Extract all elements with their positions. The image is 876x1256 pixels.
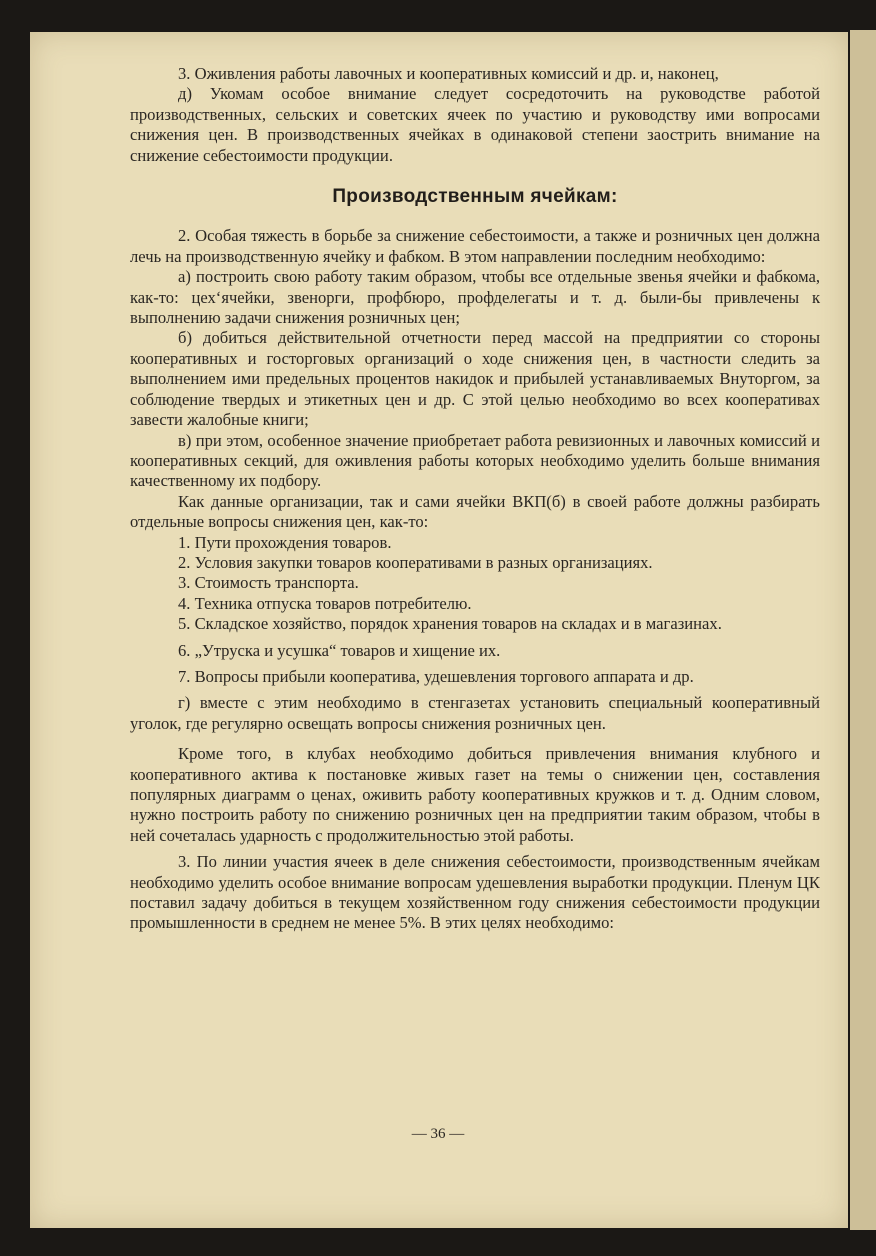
paragraph-ukomam: д) Укомам особое внимание следует сосредоточить на руководстве работой производственных, сельских и советских ячеек по участию и руководству ими вопросами снижения цен. В производственных ячейках в одинаковой степени заострить внимание на снижение себестоимости продукции.	[130, 84, 820, 165]
list-item: 5. Складское хозяйство, порядок хранения товаров на складах и в магазинах.	[178, 614, 722, 634]
list-item: 1. Пути прохождения товаров.	[178, 532, 392, 552]
paragraph-g: г) вместе с этим необходимо в стенгазетах установить специальный кооперативный уголок, где регулярно освещать вопросы снижения розничных цен.	[130, 693, 820, 733]
list-item: 3. Стоимость транспорта.	[178, 573, 359, 593]
list-item: 2. Условия закупки товаров кооперативами в разных организациях.	[178, 552, 653, 572]
page-number: — 36 —	[411, 1126, 465, 1142]
page-text	[130, 64, 820, 934]
list-item: 6. „Утруска и усушка“ товаров и хищение их.	[178, 640, 501, 660]
paragraph-a: а) построить свою работу таким образом, чтобы все отдельные звенья ячейки и фабкома, как-то: цех‘ячейки, звенорги, профбюро, профделегаты и т. д. были-бы привлечены к выполнению задачи снижения розничных цен;	[130, 267, 820, 328]
paragraph-b: б) добиться действительной отчетности перед массой на предприятии со стороны кооперативных и госторговых организаций о ходе снижения цен, в частности следить за выполнением ими предельных процентов накидок и прибылей устанавливаемых Внуторгом, за соблюдение твердых и этикетных цен и др. С этой целью необходимо во всех кооперативах завести жалобные книги;	[130, 328, 820, 430]
section-heading: Производственным ячейкам:	[332, 186, 618, 208]
list-item: 7. Вопросы прибыли кооператива, удешевления торгового аппарата и др.	[178, 666, 694, 686]
paragraph-point-2: 2. Особая тяжесть в борьбе за снижение себестоимости, а также и розничных цен должна лечь на производственную ячейку и фабком. В этом направлении последним необходимо:	[130, 226, 820, 266]
paragraph-v: в) при этом, особенное значение приобретает работа ревизионных и лавочных комиссий и кооперативных секций, для оживления работы которых необходимо уделить больше внимания качественному их подбору.	[130, 430, 820, 491]
paragraph-oживления: 3. Оживления работы лавочных и кооперативных комиссий и др. и, наконец,	[178, 64, 719, 83]
paragraph-point-3: 3. По линии участия ячеек в деле снижения себестоимости, производственным ячейкам необходимо уделить особое внимание вопросам удешевления выработки продукции. Пленум ЦК поставил задачу добиться в текущем хозяйственном году снижения себестоимости продукции промышленности в среднем не менее 5%. В этих целях необходимо:	[130, 852, 820, 933]
paragraph-organizations: Как данные организации, так и сами ячейки ВКП(б) в своей работе должны разбирать отдельные вопросы снижения цен, как-то:	[130, 491, 820, 532]
next-page-edge	[850, 30, 876, 1230]
list-item: 4. Техника отпуска товаров потребителю.	[178, 593, 472, 613]
paragraph-clubs: Кроме того, в клубах необходимо добиться привлечения внимания клубного и кооперативного актива к постановке живых газет на темы о снижении цен, составления популярных диаграмм о ценах, оживить работу кооперативных кружков и т. д. Одним словом, нужно построить работу по снижению розничных цен на предприятии таким образом, чтобы в ней сочеталась ударность с продолжительностью этой работы.	[130, 744, 820, 845]
